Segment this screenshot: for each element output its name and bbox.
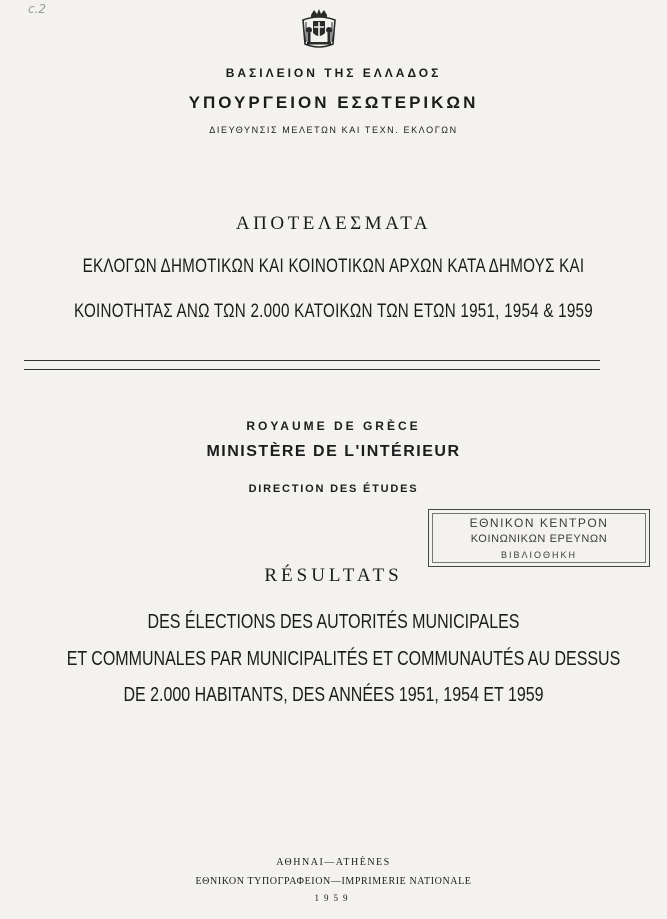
stamp-line-2: ΚΟΙΝΩΝΙΚΩΝ ΕΡΕΥΝΩΝ — [470, 533, 608, 545]
stamp-line-1: ΕΘΝΙΚΟΝ ΚΕΝΤΡΟΝ — [469, 516, 609, 530]
pencil-mark: c.2 — [28, 2, 47, 16]
footer-city: ΑΘΗΝΑΙ—ΑΤΗÈΝΕS — [276, 857, 391, 868]
french-directorate-line: DIRECTION DES ÉTUDES — [248, 483, 419, 495]
greek-results-heading: ΑΠΟΤΕΛΕΣΜΑΤΑ — [235, 213, 432, 234]
double-rule-top — [24, 360, 600, 361]
french-results-heading: RÉSULTATS — [264, 565, 403, 586]
greek-title-line-1: ΕΚΛΟΓΩΝ ΔΗΜΟΤΙΚΩΝ ΚΑΙ ΚΟΙΝΟΤΙΚΩΝ ΑΡΧΩΝ ΚΑΤΑ ΔΗΜΟΥΣ ΚΑΙ — [82, 256, 585, 277]
greek-directorate-line: ΔΙΕΥΘΥΝΣΙΣ ΜΕΛΕΤΩΝ ΚΑΙ ΤΕΧΝ. ΕΚΛΟΓΩΝ — [209, 125, 458, 135]
french-title-line-2: ET COMMUNALES PAR MUNICIPALITÉS ET COMMUNAUTÉS AU DESSUS — [66, 648, 621, 670]
french-kingdom-line: ROYAUME DE GRÈCE — [246, 419, 421, 433]
french-ministry-line: MINISTÈRE DE L'INTÉRIEUR — [206, 443, 461, 460]
french-title-line-3: DE 2.000 HABITANTS, DES ANNÉES 1951, 1954 ET 1959 — [123, 684, 544, 706]
greek-title-line-2: ΚΟΙΝΟΤΗΤΑΣ ΑΝΩ ΤΩΝ 2.000 ΚΑΤΟΙΚΩΝ ΤΩΝ ΕΤΩΝ 1951, 1954 & 1959 — [74, 301, 593, 322]
double-rule-bottom — [24, 369, 600, 370]
stamp-line-3: ΒΙΒΛΙΟΘΗΚΗ — [500, 550, 578, 560]
library-stamp — [428, 509, 650, 567]
footer-year: 1959 — [314, 893, 353, 903]
footer-printer: ΕΘΝΙΚΟΝ ΤΥΠΟΓΡΑΦΕΙΟΝ—IMPRIMERIE NATIONALE — [195, 876, 472, 887]
royal-crest-icon — [297, 6, 341, 50]
french-title-line-1: DES ÉLECTIONS DES AUTORITÉS MUNICIPALES — [147, 611, 520, 633]
greek-ministry-line: ΥΠΟΥΡΓΕΙΟΝ ΕΣΩΤΕΡΙΚΩΝ — [188, 93, 479, 112]
greek-kingdom-line: ΒΑΣΙΛΕΙΟΝ ΤΗΣ ΕΛΛΑΔΟΣ — [225, 66, 442, 80]
